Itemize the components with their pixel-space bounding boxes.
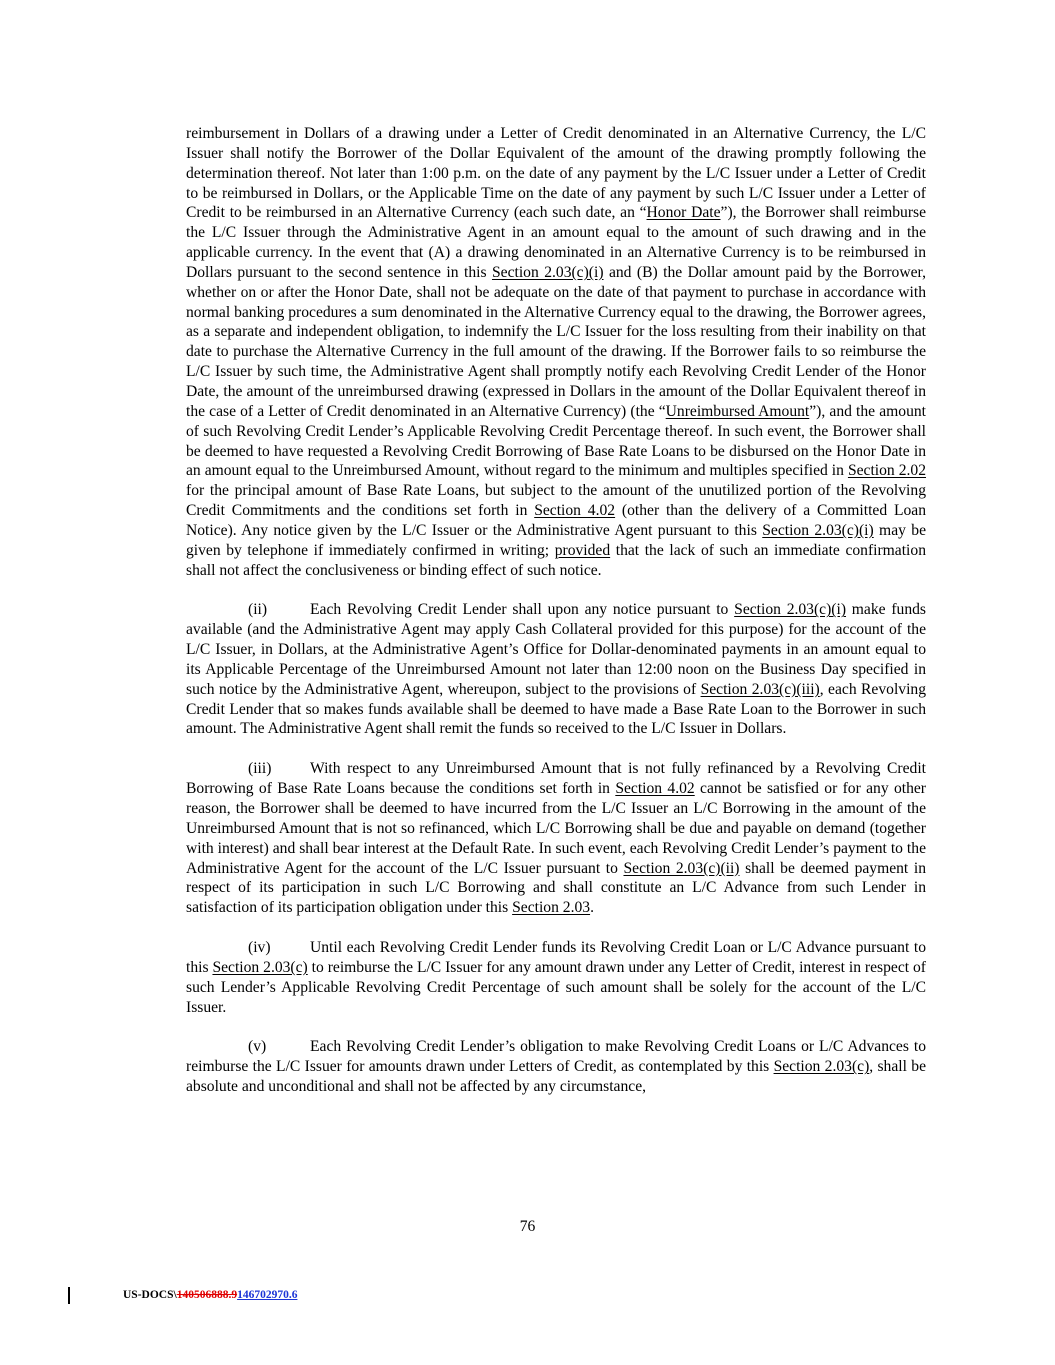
text-run: make funds available (and the Administrative Agent may apply Cash Collateral provided for this purpose) for the account of the L/C Issuer, in Dollars, at the Administrative Agent’s Office for Dollar-denominated payments in an amount equal to its Applicable Percentage of the Unreimbursed Amount not later than 12:00 noon on the Business Day specified in such notice by the Administrative Agent, whereupon, subject to the provisions of — [186, 601, 926, 698]
paragraph-ii — [186, 600, 926, 739]
defined-term-honor-date: Honor Date — [646, 204, 721, 222]
docid-inserted-version: 146702970.6 — [237, 1289, 298, 1301]
section-reference: Section 2.03(c)(iii) — [700, 680, 820, 698]
text-run: for the principal amount of Base Rate Loans, but subject to the amount of the unutilized portion of the Revolving Credit Commitments and the conditions set forth in — [186, 482, 926, 520]
page-number: 76 — [519, 1218, 536, 1235]
text-run: With respect to any Unreimbursed Amount that is not fully refinanced by a Revolving Credit Borrowing of Base Rate Loans because the conditions set forth in — [186, 760, 926, 798]
section-reference: Section 2.03(c) — [773, 1058, 870, 1076]
section-reference: Section 2.03 — [512, 899, 591, 917]
section-reference: Section 4.02 — [534, 502, 616, 520]
enumerator: (ii) — [248, 601, 268, 619]
text-run: to reimburse the L/C Issuer for any amount drawn under any Letter of Credit, interest in respect of such Lender’s Applicable Revolving Credit Percentage of such amount shall be solely for the account of the L/C Issuer. — [186, 958, 926, 1016]
paragraph-c-i-continuation — [186, 124, 926, 580]
text-run: cannot be satisfied or for any other reason, the Borrower shall be deemed to have incurred from the L/C Issuer an L/C Borrowing in the amount of the Unreimbursed Amount that is not so refinanced, which L/C Borrowing shall be due and payable on demand (together with interest) and shall bear interest at the Default Rate. In such event, each Revolving Credit Lender’s payment to the Administrative Agent for the account of the L/C Issuer pursuant to — [186, 780, 926, 877]
text-run: and (B) the Dollar amount paid by the Borrower, whether on or after the Honor Date, shall not be adequate on the date of that payment to purchase in accordance with normal banking procedures a sum denominated in the Alternative Currency equal to the drawing, the Borrower agrees, as a separate and independent obligation, to indemnify the L/C Issuer for the loss resulting from their inability on that date to purchase the Alternative Currency in the full amount of the drawing. If the Borrower fails to so reimburse the L/C Issuer by such time, the Administrative Agent shall promptly notify each Revolving Credit Lender of the Honor Date, the amount of the unreimbursed drawing (expressed in Dollars in the amount of the Dollar Equivalent thereof in the case of a Letter of Credit denominated in an Alternative Currency) (the “ — [186, 263, 926, 420]
document-body — [186, 124, 926, 1117]
enumerator: (iv) — [248, 939, 271, 957]
section-reference: Section 2.03(c)(i) — [491, 263, 604, 281]
revision-change-bar — [68, 1287, 70, 1304]
docid-prefix: US-DOCS\ — [123, 1289, 177, 1301]
enumerator: (iii) — [248, 760, 272, 778]
text-run: . — [590, 899, 594, 917]
text-run: ”), and the amount of such Revolving Credit Lender’s Applicable Revolving Credit Percentage thereof. In such event, the Borrower shall be deemed to have requested a Revolving Credit Borrowing of Base Rate Loans to be disbursed on the Honor Date in an amount equal to the Unreimbursed Amount, without regard to the minimum and multiples specified in — [186, 402, 926, 480]
text-run: shall be deemed payment in respect of its participation in such L/C Borrowing and shall constitute an L/C Advance from such Lender in satisfaction of its participation obligation under this — [186, 859, 926, 917]
text-run: ”), the Borrower shall reimburse the L/C Issuer through the Administrative Agent in an amount equal to the amount of such drawing and in the applicable currency. In the event that (A) a drawing denominated in an Alternative Currency is to be reimbursed in Dollars pursuant to the second sentence in this — [186, 204, 927, 281]
text-run: Until each Revolving Credit Lender funds its Revolving Credit Loan or L/C Advance pursuant to this — [186, 939, 926, 976]
docid-deleted-version: 140506888.9 — [176, 1289, 238, 1301]
section-reference: Section 2.03(c)(i) — [734, 601, 847, 619]
text-run: Each Revolving Credit Lender’s obligation to make Revolving Credit Loans or L/C Advances to reimburse the L/C Issuer for amounts drawn under Letters of Credit, as contemplated by this — [186, 1038, 926, 1076]
document-id-footer — [123, 1289, 297, 1301]
section-reference: Section 2.03(c) — [212, 958, 308, 976]
text-run: may be given by telephone if immediately confirmed in writing; — [186, 521, 926, 559]
section-reference: Section 2.03(c)(i) — [762, 521, 874, 539]
text-run: , shall be absolute and unconditional and shall not be affected by any circumstance, — [186, 1058, 926, 1096]
paragraph-iii — [186, 759, 926, 918]
text-run: that the lack of such an immediate confirmation shall not affect the conclusiveness or binding effect of such notice. — [186, 541, 926, 579]
section-reference: Section 2.02 — [847, 462, 926, 480]
paragraph-v — [186, 1037, 926, 1097]
text-run: (other than the delivery of a Committed Loan Notice). Any notice given by the L/C Issuer or the Administrative Agent pursuant to this — [186, 502, 926, 539]
text-run: reimbursement in Dollars of a drawing under a Letter of Credit denominated in an Alternative Currency, the L/C Issuer shall notify the Borrower of the Dollar Equivalent of the amount of the drawing promptly following the determination thereof. Not later than 1:00 p.m. on the date of any payment by the L/C Issuer under a Letter of Credit to be reimbursed in Dollars, or the Applicable Time on the date of any payment by such L/C Issuer under a Letter of Credit to be reimbursed in an Alternative Currency (each such date, an “ — [186, 125, 926, 222]
proviso-term: provided — [554, 541, 611, 559]
section-reference: Section 4.02 — [615, 780, 695, 798]
text-run: Each Revolving Credit Lender shall upon any notice pursuant to — [310, 601, 735, 619]
defined-term-unreimbursed-amount: Unreimbursed Amount — [665, 402, 810, 420]
section-reference: Section 2.03(c)(ii) — [623, 859, 740, 877]
text-run: , each Revolving Credit Lender that so makes funds available shall be deemed to have made a Base Rate Loan to the Borrower in such amount. The Administrative Agent shall remit the funds so received to the L/C Issuer in Dollars. — [186, 680, 926, 738]
enumerator: (v) — [248, 1038, 267, 1056]
paragraph-iv — [186, 938, 926, 1017]
